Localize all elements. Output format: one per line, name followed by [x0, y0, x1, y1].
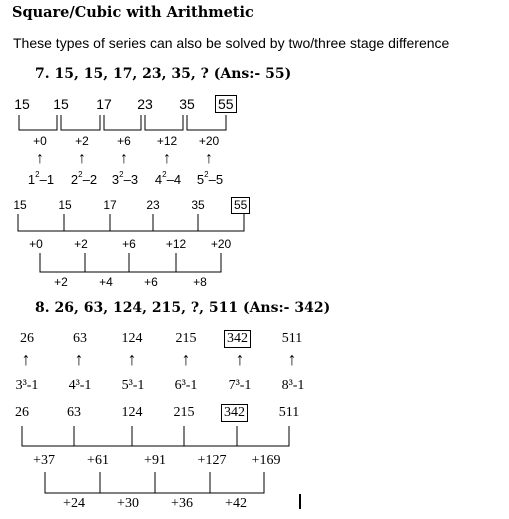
up-arrow-icon: ↑	[181, 349, 191, 369]
up-arrow-icon: ↑	[235, 349, 245, 369]
q7-diff-level1: +0	[29, 237, 43, 251]
up-arrow-icon: ↑	[205, 150, 213, 167]
q8-diff-level1: +127	[197, 453, 227, 468]
q8-diff-level2: +30	[117, 496, 139, 511]
q8-formula: 4³-1	[68, 378, 92, 393]
q8-formula: 3³-1	[15, 378, 39, 393]
q7-diff-top: +20	[198, 134, 220, 148]
q7-diff-top: +12	[156, 134, 178, 148]
q8-diff-level2: +24	[63, 496, 85, 511]
q8-series-bottom-item: 124	[121, 405, 143, 420]
page-heading: Square/Cubic with Arithmetic	[12, 4, 254, 21]
q8-series-bottom-item: 215	[173, 405, 195, 420]
q7-series-top-item: 15	[53, 96, 69, 112]
q7-formula: $1^2-1$	[27, 170, 55, 187]
q7-formula: $5^2-5$	[196, 170, 224, 187]
q8-answer-box-bottom: 342	[221, 404, 248, 422]
q7-formula: $2^2-2$	[70, 170, 98, 187]
q7-series-top-item: 17	[96, 96, 112, 112]
up-arrow-icon: ↑	[163, 150, 171, 167]
q8-diff-level2: +36	[171, 496, 193, 511]
up-arrow-icon: ↑	[36, 150, 44, 167]
q7-series-top-item: 23	[137, 96, 153, 112]
q7-diff-top: +2	[75, 134, 89, 148]
q8-series-top-item: 63	[73, 331, 87, 346]
q7-formula: $3^2-3$	[111, 170, 139, 187]
q7-series-bottom-item: 35	[191, 198, 205, 212]
q8-diff-level2: +42	[225, 496, 247, 511]
q8-series-top-item: 26	[20, 331, 34, 346]
question-8: 8. 26, 63, 124, 215, ?, 511 (Ans:- 342)	[35, 300, 331, 316]
q8-diff-level1: +61	[87, 453, 109, 468]
q7-series-bottom-item: 15	[13, 198, 27, 212]
q7-series-top-item: 15	[14, 96, 30, 112]
q7-diff-level1: +2	[74, 237, 88, 251]
q8-answer-box-top: 342	[224, 330, 251, 348]
q7-series-bottom-item: 17	[103, 198, 117, 212]
question-7: 7. 15, 15, 17, 23, 35, ? (Ans:- 55)	[35, 66, 292, 82]
q8-diff-level1: +169	[251, 453, 281, 468]
q7-series-bottom-item: 23	[146, 198, 160, 212]
q8-formula: 7³-1	[228, 378, 252, 393]
q7-diff-top: +0	[33, 134, 47, 148]
q7-diff-level1: +6	[122, 237, 136, 251]
intro-text: These types of series can also be solved by two/three stage difference	[13, 35, 450, 51]
q8-formula: 5³-1	[121, 378, 145, 393]
q8-series-bottom-item: 63	[67, 405, 81, 420]
q8-formula: 8³-1	[281, 378, 305, 393]
q7-diff-level1: +12	[165, 237, 187, 251]
q7-diff-top: +6	[117, 134, 131, 148]
q7-answer-box-bottom: 55	[231, 197, 250, 214]
up-arrow-icon: ↑	[74, 349, 84, 369]
q8-series-top-item: 215	[175, 331, 197, 346]
q8-series-bottom-item: 511	[278, 405, 300, 420]
up-arrow-icon: ↑	[287, 349, 297, 369]
q7-diff-level2: +2	[54, 275, 68, 289]
up-arrow-icon: ↑	[127, 349, 137, 369]
q8-series-top-item: 511	[281, 331, 303, 346]
q8-formula: 6³-1	[174, 378, 198, 393]
q7-series-top-item: 35	[179, 96, 195, 112]
q8-series-bottom-item: 26	[15, 405, 29, 420]
q7-diff-level1: +20	[210, 237, 232, 251]
q7-diff-level2: +6	[144, 275, 158, 289]
q7-answer-box-top: 55	[215, 95, 237, 113]
q7-series-bottom-item: 15	[58, 198, 72, 212]
q8-series-top-item: 124	[121, 331, 143, 346]
q7-formula: $4^2-4$	[154, 170, 182, 187]
up-arrow-icon: ↑	[78, 150, 86, 167]
up-arrow-icon: ↑	[120, 150, 128, 167]
q7-diff-level2: +8	[193, 275, 207, 289]
q8-diff-level1: +91	[144, 453, 166, 468]
q8-diff-level1: +37	[33, 453, 55, 468]
q7-diff-level2: +4	[99, 275, 113, 289]
up-arrow-icon: ↑	[21, 349, 31, 369]
